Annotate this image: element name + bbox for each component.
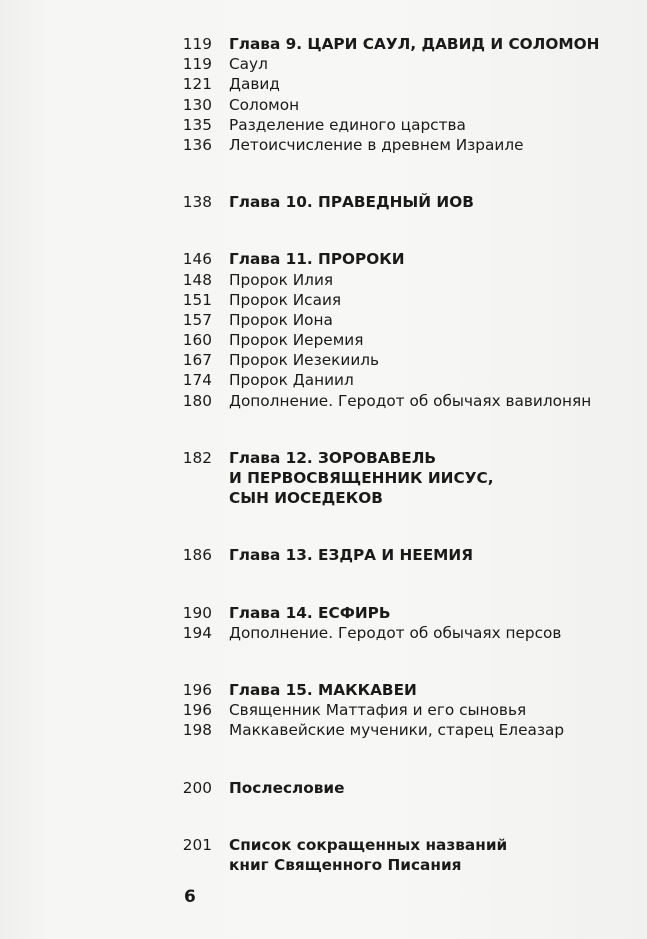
toc-title: Список сокращенных названий — [229, 835, 508, 854]
section-gap — [0, 212, 647, 249]
table-of-contents — [0, 34, 647, 875]
toc-entry — [0, 310, 647, 330]
section-gap — [0, 741, 647, 778]
toc-page-number: 151 — [182, 290, 212, 309]
toc-entry — [0, 290, 647, 310]
toc-entry — [0, 370, 647, 390]
toc-page-number: 190 — [182, 603, 212, 622]
toc-entry — [0, 623, 647, 643]
toc-entry — [0, 95, 647, 115]
toc-entry — [0, 700, 647, 720]
section-gap — [0, 508, 647, 545]
toc-entry — [0, 778, 647, 798]
toc-title: И ПЕРВОСВЯЩЕННИК ИИСУС, — [229, 469, 494, 487]
toc-entry — [0, 350, 647, 370]
toc-page-number: 138 — [182, 193, 212, 212]
toc-title: книг Священного Писания — [229, 855, 462, 874]
toc-entry — [0, 135, 647, 155]
toc-page-number: 160 — [182, 331, 212, 350]
toc-title: Глава 11. ПРОРОКИ — [229, 250, 405, 269]
toc-title: СЫН ИОСЕДЕКОВ — [229, 489, 383, 508]
toc-title: Давид — [229, 75, 280, 94]
toc-title: Пророк Иеремия — [229, 331, 364, 350]
toc-page-number: 130 — [182, 95, 212, 114]
toc-page-number: 182 — [182, 448, 212, 467]
toc-title: Пророк Иона — [229, 310, 333, 329]
toc-title: Летоисчисление в древнем Израиле — [229, 135, 524, 154]
toc-entry — [0, 330, 647, 350]
toc-entry-continuation — [0, 855, 647, 875]
toc-entry — [0, 720, 647, 740]
toc-page-number: 148 — [182, 270, 212, 289]
toc-title: Дополнение. Геродот об обычаях вавилонян — [229, 391, 592, 410]
toc-entry — [0, 192, 647, 212]
toc-title: Саул — [229, 55, 268, 74]
toc-title: Глава 15. МАККАВЕИ — [229, 680, 417, 699]
toc-page-number: 157 — [182, 310, 212, 329]
toc-entry — [0, 115, 647, 135]
toc-page-number: 119 — [182, 35, 212, 53]
toc-page-number: 201 — [182, 835, 212, 854]
toc-entry-continuation — [0, 468, 647, 488]
toc-title: Глава 13. ЕЗДРА И НЕЕМИЯ — [229, 546, 473, 565]
toc-page-number: 196 — [182, 701, 212, 720]
toc-page-number: 198 — [182, 721, 212, 740]
toc-page-number: 119 — [182, 55, 212, 74]
section-gap — [0, 155, 647, 192]
toc-title: Послесловие — [229, 778, 345, 797]
toc-page-number: 200 — [182, 778, 212, 797]
page-number: 6 — [184, 887, 196, 907]
toc-page-number: 121 — [182, 75, 212, 94]
toc-title: Глава 10. ПРАВЕДНЫЙ ИОВ — [229, 193, 474, 212]
toc-page-number: 167 — [182, 351, 212, 370]
section-gap — [0, 566, 647, 603]
toc-page-number: 136 — [182, 135, 212, 154]
toc-entry — [0, 249, 647, 269]
toc-title: Пророк Иезекииль — [229, 351, 380, 370]
toc-title: Пророк Илия — [229, 270, 334, 289]
toc-entry — [0, 680, 647, 700]
toc-page-number: 186 — [182, 546, 212, 565]
toc-page-number: 194 — [182, 623, 212, 642]
toc-entry — [0, 34, 647, 54]
toc-title: Глава 14. ЕСФИРЬ — [229, 603, 391, 622]
section-gap — [0, 411, 647, 448]
toc-title: Дополнение. Геродот об обычаях персов — [229, 623, 562, 642]
toc-title: Священник Маттафия и его сыновья — [229, 701, 527, 720]
toc-title: Глава 12. ЗОРОВАВЕЛЬ — [229, 448, 437, 467]
toc-title: Маккавейские мученики, старец Елеазар — [229, 721, 565, 740]
toc-title: Пророк Исаия — [229, 290, 342, 309]
toc-entry — [0, 448, 647, 468]
toc-page-number: 174 — [182, 371, 212, 390]
toc-page-number: 196 — [182, 680, 212, 699]
toc-entry — [0, 545, 647, 565]
toc-page-number: 146 — [182, 250, 212, 269]
toc-page-number: 180 — [182, 391, 212, 410]
toc-entry — [0, 391, 647, 411]
toc-title: Глава 9. ЦАРИ САУЛ, ДАВИД И СОЛОМОН — [229, 35, 600, 53]
section-gap — [0, 643, 647, 680]
toc-entry — [0, 835, 647, 855]
toc-title: Разделение единого царства — [229, 115, 466, 134]
toc-entry — [0, 270, 647, 290]
toc-title: Соломон — [229, 95, 300, 114]
toc-entry — [0, 54, 647, 74]
toc-entry — [0, 603, 647, 623]
section-gap — [0, 798, 647, 835]
toc-page-number: 135 — [182, 115, 212, 134]
toc-entry — [0, 74, 647, 94]
toc-title: Пророк Даниил — [229, 371, 354, 390]
toc-entry-continuation — [0, 488, 647, 508]
